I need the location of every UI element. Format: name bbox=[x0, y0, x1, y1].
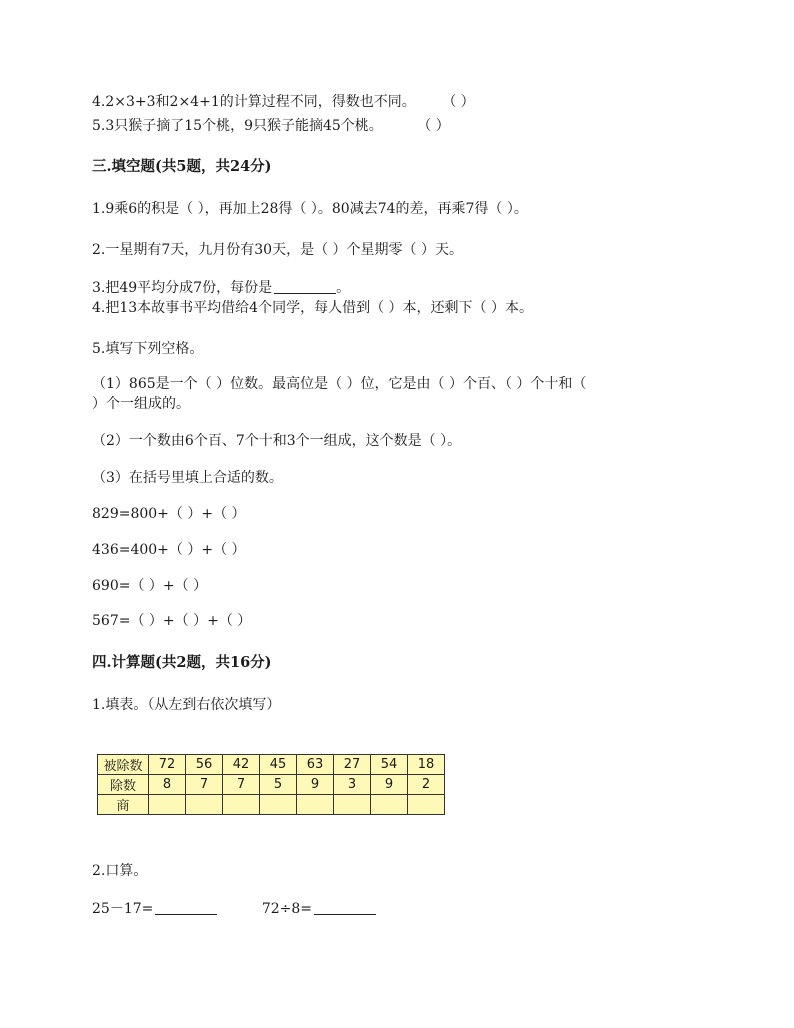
judge-q5-answer[interactable]: （ ） bbox=[417, 118, 450, 134]
table-cell: 5 bbox=[260, 775, 297, 795]
equation-1: 829=800+（ ）+（ ） bbox=[92, 506, 246, 522]
table-cell: 7 bbox=[223, 775, 260, 795]
row-label-divisor: 除数 bbox=[98, 775, 149, 795]
table-row bbox=[98, 795, 445, 815]
table-row bbox=[98, 775, 445, 795]
fill-question-3 bbox=[92, 279, 350, 297]
judge-question-4 bbox=[92, 93, 475, 111]
row-label-dividend: 被除数 bbox=[98, 755, 149, 775]
table-cell: 45 bbox=[260, 755, 297, 775]
answer-cell[interactable] bbox=[334, 795, 371, 815]
table-cell: 42 bbox=[223, 755, 260, 775]
calc-question-2: 2.口算。 bbox=[92, 863, 148, 879]
answer-cell[interactable] bbox=[408, 795, 445, 815]
table-row bbox=[98, 755, 445, 775]
fill-question-4: 4.把13本故事书平均借给4个同学，每人借到（ ）本，还剩下（ ）本。 bbox=[92, 300, 533, 316]
fill-section-title: 三.填空题(共5题，共24分) bbox=[92, 158, 272, 175]
table-cell: 9 bbox=[371, 775, 408, 795]
calc-section-title: 四.计算题(共2题，共16分) bbox=[92, 654, 272, 671]
fill-q5-part2: （2）一个数由6个百、7个十和3个一组成，这个数是（ ）。 bbox=[92, 433, 462, 449]
table-cell: 27 bbox=[334, 755, 371, 775]
fill-q5-part3: （3）在括号里填上合适的数。 bbox=[92, 470, 283, 486]
judge-q4-answer[interactable]: （ ） bbox=[442, 94, 475, 110]
table-cell: 7 bbox=[186, 775, 223, 795]
table-cell: 54 bbox=[371, 755, 408, 775]
table-cell: 9 bbox=[297, 775, 334, 795]
table-cell: 18 bbox=[408, 755, 445, 775]
table-cell: 72 bbox=[149, 755, 186, 775]
table-cell: 3 bbox=[334, 775, 371, 795]
answer-cell[interactable] bbox=[371, 795, 408, 815]
equation-4: 567=（ ）+（ ）+（ ） bbox=[92, 613, 252, 629]
oral-calc-row bbox=[92, 900, 376, 918]
answer-cell[interactable] bbox=[149, 795, 186, 815]
oral-item-2: 72÷8= bbox=[261, 901, 312, 917]
judge-question-5 bbox=[92, 117, 450, 135]
equation-3: 690=（ ）+（ ） bbox=[92, 578, 208, 594]
answer-cell[interactable] bbox=[186, 795, 223, 815]
answer-cell[interactable] bbox=[297, 795, 334, 815]
table-cell: 63 bbox=[297, 755, 334, 775]
table-cell: 2 bbox=[408, 775, 445, 795]
oral-item-1: 25－17= bbox=[92, 901, 154, 917]
fill-q3-end: 。 bbox=[336, 280, 351, 296]
fill-question-2: 2.一星期有7天，九月份有30天，是（ ）个星期零（ ）天。 bbox=[92, 242, 463, 258]
fill-q5-part1-line1: （1）865是一个（ ）位数。最高位是（ ）位，它是由（ ）个百、（ ）个十和（ bbox=[92, 376, 587, 392]
fill-question-1: 1.9乘6的积是（ ），再加上28得（ ）。80减去74的差，再乘7得（ ）。 bbox=[92, 201, 528, 217]
table-cell: 8 bbox=[149, 775, 186, 795]
oral-answer-2[interactable] bbox=[314, 900, 376, 915]
equation-2: 436=400+（ ）+（ ） bbox=[92, 542, 246, 558]
answer-cell[interactable] bbox=[260, 795, 297, 815]
judge-q4-text: 4.2×3+3和2×4+1的计算过程不同，得数也不同。 bbox=[92, 94, 416, 110]
fill-q3-text: 3.把49平均分成7份，每份是 bbox=[92, 280, 273, 296]
row-label-quotient: 商 bbox=[98, 795, 149, 815]
calc-question-1: 1.填表。（从左到右依次填写） bbox=[92, 697, 281, 713]
fill-q3-blank[interactable] bbox=[274, 279, 336, 294]
judge-q5-text: 5.3只猴子摘了15个桃，9只猴子能摘45个桃。 bbox=[92, 118, 383, 134]
fill-question-5: 5.填写下列空格。 bbox=[92, 341, 204, 357]
table-cell: 56 bbox=[186, 755, 223, 775]
answer-cell[interactable] bbox=[223, 795, 260, 815]
division-table bbox=[97, 754, 445, 815]
oral-answer-1[interactable] bbox=[155, 900, 217, 915]
fill-q5-part1-line2: ）个一组成的。 bbox=[92, 396, 190, 412]
